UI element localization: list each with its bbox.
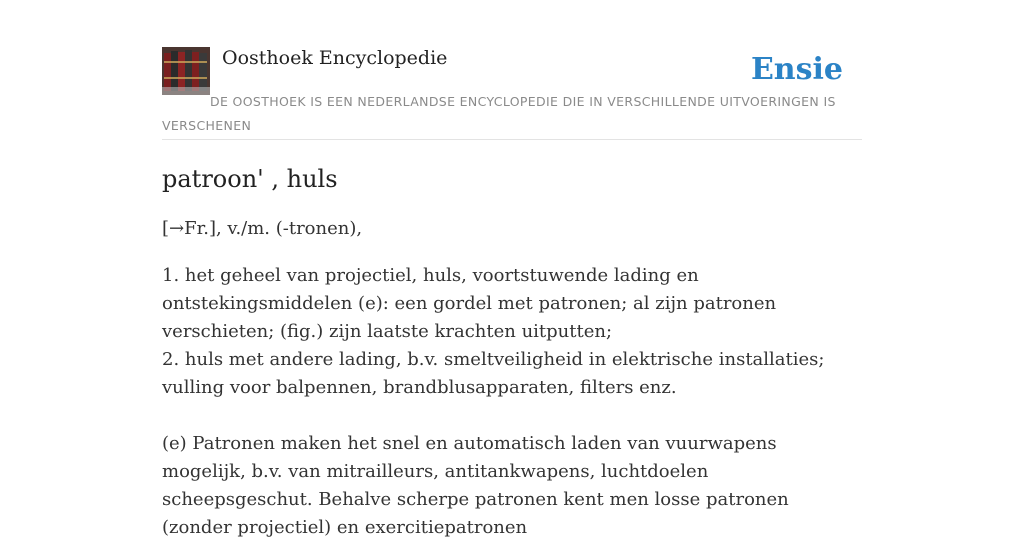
paragraph-spacer (162, 402, 862, 430)
entry-definition (162, 262, 862, 542)
ensie-logo-link[interactable]: Ensie (750, 52, 843, 87)
site-name-link[interactable]: Oosthoek Encyclopedie (222, 47, 448, 69)
entry-content (162, 163, 862, 542)
entry-title: patroon' , huls (162, 165, 338, 193)
site-tagline: DE OOSTHOEK IS EEN NEDERLANDSE ENCYCLOPEDIE DIE IN VERSCHILLENDE UITVOERINGEN IS VERSCHENEN (162, 94, 836, 133)
definition-note: (e) Patronen maken het snel en automatisch laden van vuurwapens mogelijk, b.v. van mitrailleurs, antitankwapens, luchtdoelen scheepsgeschut. Behalve scherpe patronen kent men losse patronen (zonder projectiel) en exercitiepatronen (162, 433, 789, 538)
encyclopedia-books-avatar-icon[interactable] (162, 47, 210, 95)
definition-line-2: 2. huls met andere lading, b.v. smeltveiligheid in elektrische installaties; vulling voor balpennen, brandblusapparaten, filters enz. (162, 349, 825, 398)
entry-etymology: [→Fr.], v./m. (-tronen), (162, 218, 363, 239)
definition-line-1: 1. het geheel van projectiel, huls, voortstuwende lading en ontstekingsmiddelen (e): een gordel met patronen; al zijn patronen verschieten; (fig.) zijn laatste krachten uitputten; (162, 265, 777, 342)
site-header (162, 46, 862, 140)
